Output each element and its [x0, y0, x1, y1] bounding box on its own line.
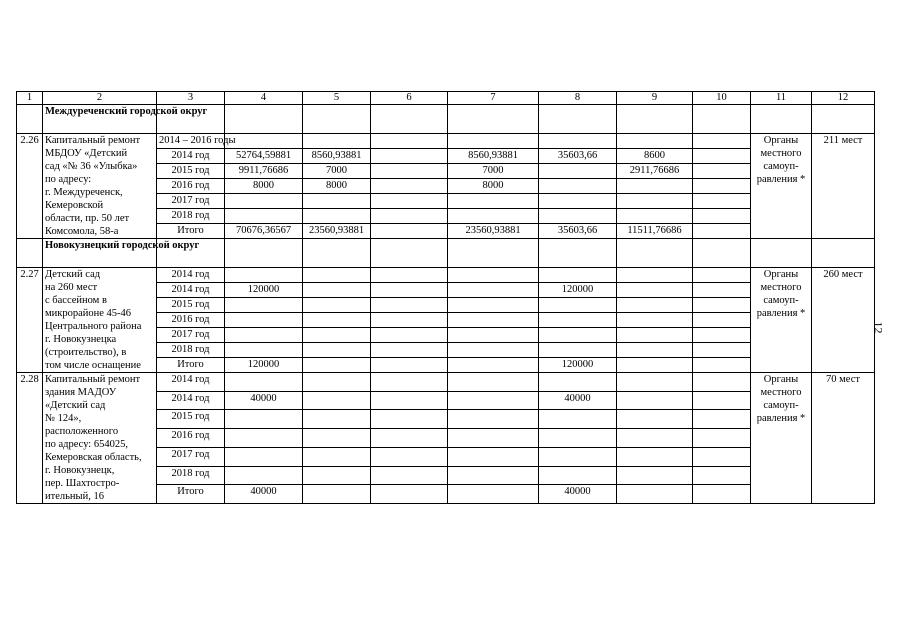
amount-cell — [539, 429, 617, 448]
col-number: 11 — [751, 92, 812, 105]
amount-cell — [371, 391, 448, 410]
empty-cell — [539, 105, 617, 134]
agency-line: равления * — [756, 174, 806, 185]
amount-cell — [539, 328, 617, 343]
amount-cell — [448, 313, 539, 328]
amount-cell — [303, 209, 371, 224]
period-cell: 2014 – 2016 годы — [157, 134, 225, 149]
agency-line: местного — [760, 282, 802, 293]
period-cell: 2016 год — [157, 179, 225, 194]
amount-cell: 11511,76686 — [617, 224, 693, 239]
period-cell: 2017 год — [157, 194, 225, 209]
description-line: том числе оснащение — [45, 360, 141, 371]
amount-cell — [617, 373, 693, 392]
amount-cell — [225, 268, 303, 283]
amount-cell — [303, 447, 371, 466]
amount-cell — [303, 343, 371, 358]
col-number: 4 — [225, 92, 303, 105]
amount-cell: 8560,93881 — [303, 149, 371, 164]
period-cell: 2015 год — [157, 410, 225, 429]
section-title: Междуреченский городской округ — [43, 105, 157, 134]
amount-cell — [371, 283, 448, 298]
amount-cell — [448, 268, 539, 283]
amount-cell: 2911,76686 — [617, 164, 693, 179]
amount-cell — [448, 410, 539, 429]
amount-cell — [617, 194, 693, 209]
empty-cell — [448, 105, 539, 134]
empty-cell — [303, 105, 371, 134]
amount-cell — [693, 373, 751, 392]
table-row — [17, 134, 875, 149]
amount-cell: 7000 — [303, 164, 371, 179]
amount-cell — [371, 485, 448, 504]
amount-cell — [448, 391, 539, 410]
period-cell: Итого — [157, 485, 225, 504]
amount-cell — [617, 209, 693, 224]
amount-cell: 35603,66 — [539, 224, 617, 239]
amount-cell: 120000 — [225, 283, 303, 298]
amount-cell — [371, 466, 448, 485]
empty-cell — [751, 239, 812, 268]
capacity-cell: 211 мест — [812, 134, 875, 239]
item-description — [43, 134, 157, 239]
amount-cell — [693, 268, 751, 283]
amount-cell — [225, 313, 303, 328]
page-number: 12 — [871, 321, 886, 334]
amount-cell: 8000 — [303, 179, 371, 194]
amount-cell: 8560,93881 — [448, 149, 539, 164]
amount-cell — [371, 164, 448, 179]
amount-cell — [539, 209, 617, 224]
amount-cell — [225, 429, 303, 448]
table-row — [17, 373, 875, 392]
amount-cell — [617, 485, 693, 504]
description-line: Кемеровская область, — [45, 452, 142, 463]
period-cell: 2014 год — [157, 391, 225, 410]
amount-cell — [371, 447, 448, 466]
item-number: 2.26 — [17, 134, 43, 239]
amount-cell — [617, 358, 693, 373]
col-number: 1 — [17, 92, 43, 105]
description-line: МБДОУ «Детский — [45, 148, 128, 159]
header-row — [17, 92, 875, 105]
amount-cell — [693, 313, 751, 328]
amount-cell — [371, 209, 448, 224]
amount-cell — [303, 358, 371, 373]
item-description — [43, 373, 157, 504]
period-cell: 2018 год — [157, 343, 225, 358]
description-line: с бассейном в — [45, 295, 107, 306]
agency-line: равления * — [756, 413, 806, 424]
amount-cell — [448, 343, 539, 358]
agency-line: равления * — [756, 308, 806, 319]
agency-line: самоуп- — [763, 161, 799, 172]
amount-cell — [303, 429, 371, 448]
period-cell: 2014 год — [157, 283, 225, 298]
empty-cell — [371, 239, 448, 268]
description-line: г. Новокузнецка — [45, 334, 117, 345]
amount-cell — [693, 298, 751, 313]
empty-cell — [448, 239, 539, 268]
amount-cell — [539, 179, 617, 194]
amount-cell: 52764,59881 — [225, 149, 303, 164]
amount-cell — [303, 328, 371, 343]
amount-cell — [617, 134, 693, 149]
amount-cell — [448, 328, 539, 343]
col-number: 12 — [812, 92, 875, 105]
amount-cell — [371, 268, 448, 283]
amount-cell — [303, 268, 371, 283]
item-number: 2.27 — [17, 268, 43, 373]
amount-cell — [539, 298, 617, 313]
empty-cell — [303, 239, 371, 268]
description-line: по адресу: — [45, 174, 92, 185]
amount-cell — [371, 194, 448, 209]
description-line: по адресу: 654025, — [45, 439, 128, 450]
amount-cell — [371, 410, 448, 429]
description-line: Капитальный ремонт — [45, 374, 141, 385]
item-description — [43, 268, 157, 373]
col-number: 5 — [303, 92, 371, 105]
description-line: расположенного — [45, 426, 119, 437]
amount-cell — [448, 485, 539, 504]
amount-cell — [448, 447, 539, 466]
amount-cell: 40000 — [539, 391, 617, 410]
amount-cell — [225, 343, 303, 358]
description-line: Центрального района — [45, 321, 142, 332]
description-line: Детский сад — [45, 269, 101, 280]
col-number: 8 — [539, 92, 617, 105]
agency-line: Органы — [763, 269, 799, 280]
capacity-cell: 70 мест — [812, 373, 875, 504]
amount-cell — [693, 194, 751, 209]
description-line: № 124», — [45, 413, 82, 424]
amount-cell — [539, 343, 617, 358]
amount-cell — [693, 391, 751, 410]
amount-cell — [539, 164, 617, 179]
amount-cell — [693, 209, 751, 224]
amount-cell — [371, 429, 448, 448]
amount-cell — [225, 194, 303, 209]
amount-cell — [693, 164, 751, 179]
amount-cell — [303, 485, 371, 504]
amount-cell — [693, 283, 751, 298]
amount-cell — [225, 209, 303, 224]
amount-cell — [693, 410, 751, 429]
amount-cell — [371, 224, 448, 239]
amount-cell: 120000 — [539, 283, 617, 298]
empty-cell — [617, 105, 693, 134]
period-cell: 2018 год — [157, 466, 225, 485]
amount-cell: 8600 — [617, 149, 693, 164]
col-number: 10 — [693, 92, 751, 105]
amount-cell — [371, 179, 448, 194]
empty-cell — [812, 105, 875, 134]
amount-cell — [371, 328, 448, 343]
amount-cell — [448, 209, 539, 224]
amount-cell — [303, 313, 371, 328]
amount-cell — [693, 134, 751, 149]
col-number: 7 — [448, 92, 539, 105]
amount-cell: 70676,36567 — [225, 224, 303, 239]
program-table — [16, 91, 875, 504]
amount-cell — [371, 343, 448, 358]
amount-cell: 23560,93881 — [303, 224, 371, 239]
empty-cell — [539, 239, 617, 268]
amount-cell — [448, 466, 539, 485]
amount-cell — [448, 298, 539, 313]
period-cell: 2018 год — [157, 209, 225, 224]
empty-cell — [751, 105, 812, 134]
description-line: Кемеровской — [45, 200, 104, 211]
empty-cell — [371, 105, 448, 134]
period-cell: 2015 год — [157, 164, 225, 179]
amount-cell — [693, 429, 751, 448]
amount-cell — [539, 373, 617, 392]
amount-cell — [371, 358, 448, 373]
amount-cell — [225, 466, 303, 485]
description-line: Капитальный ремонт — [45, 135, 141, 146]
amount-cell — [225, 328, 303, 343]
period-cell: Итого — [157, 224, 225, 239]
empty-cell — [812, 239, 875, 268]
empty-cell — [617, 239, 693, 268]
amount-cell — [225, 447, 303, 466]
amount-cell — [371, 134, 448, 149]
col-number: 6 — [371, 92, 448, 105]
amount-cell: 35603,66 — [539, 149, 617, 164]
section-title: Новокузнецкий городской округ — [43, 239, 157, 268]
amount-cell — [371, 149, 448, 164]
agency-line: местного — [760, 387, 802, 398]
empty-cell — [693, 239, 751, 268]
amount-cell — [448, 429, 539, 448]
description-line: Комсомола, 58-а — [45, 226, 119, 237]
col-number: 2 — [43, 92, 157, 105]
responsible-agency — [751, 134, 812, 239]
responsible-agency — [751, 373, 812, 504]
description-line: сад «№ 36 «Улыбка» — [45, 161, 138, 172]
period-cell: 2014 год — [157, 149, 225, 164]
amount-cell — [693, 328, 751, 343]
agency-line: Органы — [763, 135, 799, 146]
amount-cell — [539, 134, 617, 149]
amount-cell — [617, 313, 693, 328]
period-cell: 2016 год — [157, 313, 225, 328]
period-cell: 2015 год — [157, 298, 225, 313]
amount-cell: 7000 — [448, 164, 539, 179]
amount-cell — [539, 410, 617, 429]
col-number: 9 — [617, 92, 693, 105]
amount-cell — [693, 149, 751, 164]
description-line: г. Междуреченск, — [45, 187, 123, 198]
amount-cell — [303, 134, 371, 149]
amount-cell — [617, 343, 693, 358]
amount-cell — [539, 466, 617, 485]
amount-cell: 8000 — [448, 179, 539, 194]
table-row — [17, 268, 875, 283]
amount-cell: 40000 — [225, 391, 303, 410]
description-line: области, пр. 50 лет — [45, 213, 130, 224]
amount-cell — [617, 298, 693, 313]
amount-cell — [693, 447, 751, 466]
agency-line: местного — [760, 148, 802, 159]
amount-cell — [225, 410, 303, 429]
col-number: 3 — [157, 92, 225, 105]
amount-cell — [303, 298, 371, 313]
amount-cell — [617, 466, 693, 485]
amount-cell: 40000 — [539, 485, 617, 504]
description-line: «Детский сад — [45, 400, 106, 411]
amount-cell — [225, 134, 303, 149]
amount-cell — [303, 194, 371, 209]
capacity-cell: 260 мест — [812, 268, 875, 373]
amount-cell — [693, 485, 751, 504]
amount-cell — [448, 358, 539, 373]
period-cell: 2014 год — [157, 268, 225, 283]
amount-cell: 8000 — [225, 179, 303, 194]
amount-cell — [693, 358, 751, 373]
responsible-agency — [751, 268, 812, 373]
amount-cell — [303, 391, 371, 410]
amount-cell — [693, 224, 751, 239]
amount-cell — [617, 391, 693, 410]
amount-cell — [617, 268, 693, 283]
amount-cell — [617, 410, 693, 429]
amount-cell: 40000 — [225, 485, 303, 504]
empty-cell — [17, 105, 43, 134]
amount-cell: 120000 — [539, 358, 617, 373]
amount-cell — [225, 373, 303, 392]
agency-line: самоуп- — [763, 295, 799, 306]
amount-cell — [693, 466, 751, 485]
empty-cell — [225, 105, 303, 134]
amount-cell — [448, 134, 539, 149]
description-line: ительный, 16 — [45, 491, 104, 502]
period-cell: Итого — [157, 358, 225, 373]
agency-line: самоуп- — [763, 400, 799, 411]
amount-cell — [448, 373, 539, 392]
description-line: (строительство), в — [45, 347, 127, 358]
item-number: 2.28 — [17, 373, 43, 504]
amount-cell — [303, 373, 371, 392]
amount-cell — [303, 466, 371, 485]
period-cell: 2017 год — [157, 447, 225, 466]
description-line: микрорайоне 45-46 — [45, 308, 132, 319]
description-line: здания МАДОУ — [45, 387, 117, 398]
amount-cell: 9911,76686 — [225, 164, 303, 179]
amount-cell — [539, 447, 617, 466]
description-line: на 260 мест — [45, 282, 98, 293]
amount-cell — [539, 268, 617, 283]
period-cell: 2016 год — [157, 429, 225, 448]
empty-cell — [17, 239, 43, 268]
amount-cell — [617, 429, 693, 448]
empty-cell — [693, 105, 751, 134]
amount-cell: 23560,93881 — [448, 224, 539, 239]
amount-cell — [371, 313, 448, 328]
empty-cell — [225, 239, 303, 268]
amount-cell — [617, 283, 693, 298]
section-row — [17, 239, 875, 268]
amount-cell — [539, 194, 617, 209]
section-row — [17, 105, 875, 134]
amount-cell — [303, 410, 371, 429]
amount-cell — [693, 343, 751, 358]
amount-cell — [303, 283, 371, 298]
amount-cell — [448, 283, 539, 298]
amount-cell — [693, 179, 751, 194]
amount-cell — [539, 313, 617, 328]
amount-cell — [617, 328, 693, 343]
description-line: г. Новокузнецк, — [45, 465, 115, 476]
amount-cell — [448, 194, 539, 209]
amount-cell — [225, 298, 303, 313]
amount-cell — [371, 298, 448, 313]
period-cell: 2014 год — [157, 373, 225, 392]
amount-cell — [371, 373, 448, 392]
amount-cell — [617, 179, 693, 194]
period-cell: 2017 год — [157, 328, 225, 343]
agency-line: Органы — [763, 374, 799, 385]
amount-cell: 120000 — [225, 358, 303, 373]
amount-cell — [617, 447, 693, 466]
description-line: пер. Шахтостро- — [45, 478, 120, 489]
